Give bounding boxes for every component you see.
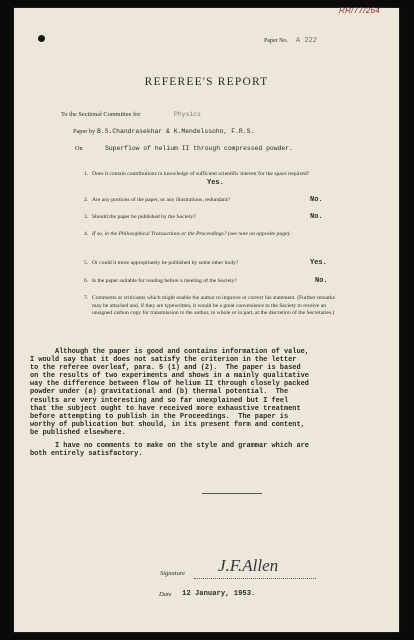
comment-line: results are very interesting and so far unexplained but I feel	[30, 396, 289, 405]
question-6	[84, 278, 344, 286]
comment-line: I would say that it does not satisfy the criterion in the letter	[30, 356, 297, 365]
question-3	[84, 214, 344, 222]
report-page	[14, 8, 399, 632]
question-2	[84, 197, 344, 205]
committee-label: To the Sectional Committee for	[61, 111, 141, 118]
handwritten-signature: J.F.Allen	[218, 556, 279, 575]
punch-hole	[38, 35, 45, 42]
answer-6: No.	[315, 277, 328, 285]
paper-by-label: Paper by	[73, 128, 96, 135]
question-number: 7.	[84, 295, 89, 301]
comment-line: Although the paper is good and contains information of value,	[30, 348, 309, 356]
question-number: 6.	[84, 278, 89, 284]
question-7	[84, 295, 344, 318]
question-number: 5.	[84, 260, 89, 266]
comment-line: that the subject ought to have received more exhaustive treatment	[30, 404, 301, 413]
date-label: Date	[159, 591, 172, 598]
comment-line: I have no comments to make on the style and grammar which are	[30, 442, 309, 451]
signature-line	[194, 578, 316, 579]
question-1	[84, 171, 344, 179]
question-text: Should the paper be published by the Society?	[92, 214, 196, 220]
referee-comments	[30, 348, 382, 458]
question-text: Or could it more appropriately be published by some other body?	[92, 260, 239, 266]
comment-line: before attempting to publish in the Proceedings. The paper is	[30, 412, 289, 421]
report-title: REFEREE'S REPORT	[144, 76, 269, 88]
comment-line: to the referee overleaf, para. 5 (1) and (2). The paper is based	[30, 364, 301, 373]
answer-2: No.	[310, 196, 323, 204]
date-value: 12 January, 1953.	[182, 590, 256, 598]
question-text: Does it contain contributions to knowledge of sufficient scientific interest for the space required?	[92, 171, 310, 177]
comment-line: powder under (a) gravitational and (b) thermal potential. The	[30, 388, 289, 397]
question-number: 4.	[84, 231, 89, 237]
committee-value: Physics	[174, 111, 201, 118]
paper-no-value: A 222	[296, 37, 318, 45]
question-text: Are any portions of the paper, or any illustrations, redundant?	[92, 197, 230, 203]
question-number: 3.	[84, 214, 89, 220]
answer-3: No.	[310, 213, 323, 221]
on-label: On	[75, 145, 83, 152]
question-text: If so, in the Philosophical Transactions or the Proceedings? (see note on opposite page).	[92, 231, 291, 237]
on-value: Superflow of helium II through compressed powder.	[105, 145, 293, 152]
question-5	[84, 260, 344, 268]
question-text: Is the paper suitable for reading before a meeting of the Society?	[92, 278, 237, 284]
question-number: 2.	[84, 197, 89, 203]
answer-1: Yes.	[207, 179, 224, 187]
answer-5: Yes.	[310, 259, 327, 267]
comment-line: way the difference between flow of helium II through closely packed	[30, 380, 309, 389]
comment-line: on the results of two experiments and shows in a mainly qualitative	[30, 372, 309, 381]
paper-no-label: Paper No.	[264, 38, 288, 44]
signature-label: Signature	[160, 570, 186, 577]
question-text: Comments or criticisms which might enable the author to improve or correct his statement. (Further remarks may be attached and, if they are typewritten, it would be a great convenience to the Society to receive an unsigned carbon copy for transmission to the author, in whole or in part, at the discretion of the Secretaries.)	[92, 295, 335, 316]
divider-rule	[202, 493, 262, 494]
question-number: 1.	[84, 171, 89, 177]
archive-reference: RR/77/264	[339, 6, 380, 15]
comment-line: both entirely satisfactory.	[30, 450, 143, 459]
comment-line: worthy of publication but should, in its present form and content,	[30, 420, 305, 429]
question-4	[84, 231, 344, 239]
comment-line: be published elsewhere.	[30, 428, 126, 437]
paper-by-value: B.S.Chandrasekhar & K.Mendelssohn, F.R.S.	[97, 128, 255, 135]
